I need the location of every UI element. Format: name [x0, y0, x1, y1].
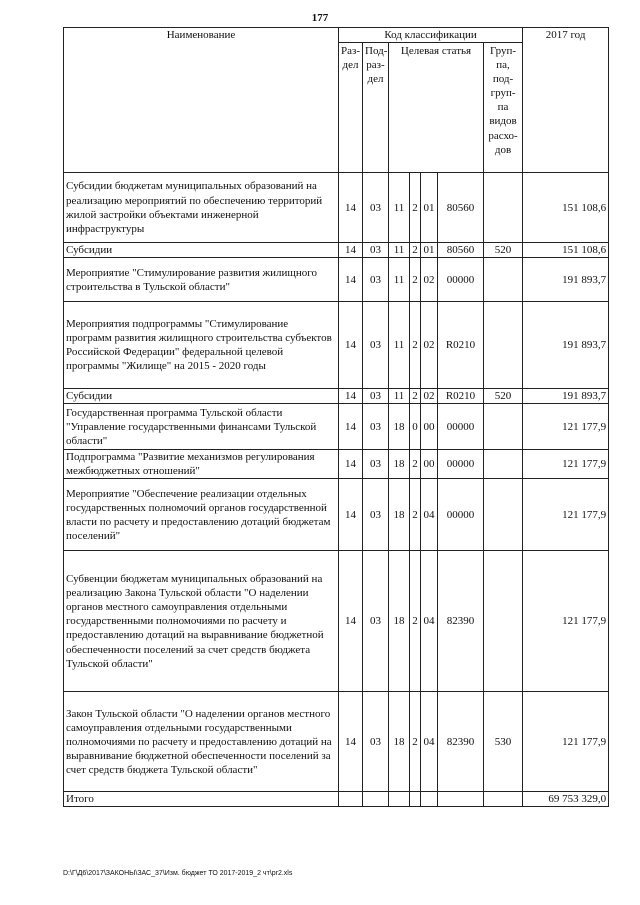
- row-name: Субсидии бюджетам муниципальных образований на реализацию мероприятий по обеспечению территорий жилой застройки объектами инженерной инфраструктуры: [64, 173, 339, 243]
- row-amount: 191 893,7: [523, 258, 609, 302]
- row-target-event: 01: [421, 173, 438, 243]
- row-expense-group: [484, 173, 523, 243]
- row-target-program: 11: [389, 173, 410, 243]
- row-subsection: 03: [363, 450, 389, 479]
- row-name: Мероприятие "Обеспечение реализации отдельных государственных полномочий органов государственной власти по расчету и предоставлению дотаций бюджетам поселений": [64, 479, 339, 551]
- row-target-program: 18: [389, 479, 410, 551]
- row-target-direction: 80560: [438, 173, 484, 243]
- row-subsection: 03: [363, 258, 389, 302]
- budget-table: [63, 27, 609, 807]
- row-subsection: 03: [363, 404, 389, 450]
- cell-empty: [421, 792, 438, 807]
- row-target-subprogram: 2: [410, 173, 421, 243]
- table-row: [64, 450, 609, 479]
- table-row: [64, 302, 609, 389]
- cell-empty: [484, 792, 523, 807]
- row-target-program: 18: [389, 551, 410, 692]
- row-subsection: 03: [363, 173, 389, 243]
- row-section: 14: [339, 551, 363, 692]
- row-subsection: 03: [363, 389, 389, 404]
- header-subsection: Под- раз- дел: [363, 43, 389, 173]
- row-target-program: 11: [389, 243, 410, 258]
- row-target-direction: R0210: [438, 389, 484, 404]
- header-target-article: Целевая статья: [389, 43, 484, 173]
- cell-empty: [438, 792, 484, 807]
- header-year: 2017 год: [523, 28, 609, 173]
- row-section: 14: [339, 258, 363, 302]
- row-target-program: 18: [389, 692, 410, 792]
- table-row: [64, 243, 609, 258]
- row-target-subprogram: 2: [410, 551, 421, 692]
- row-target-program: 18: [389, 450, 410, 479]
- row-target-subprogram: 2: [410, 450, 421, 479]
- row-amount: 191 893,7: [523, 389, 609, 404]
- row-amount: 121 177,9: [523, 479, 609, 551]
- row-expense-group: [484, 404, 523, 450]
- header-classification-code: Код классификации: [339, 28, 523, 43]
- row-name: Государственная программа Тульской области "Управление государственными финансами Тульской области": [64, 404, 339, 450]
- row-target-program: 11: [389, 302, 410, 389]
- row-expense-group: [484, 479, 523, 551]
- row-target-subprogram: 2: [410, 692, 421, 792]
- row-target-event: 00: [421, 404, 438, 450]
- row-target-event: 04: [421, 551, 438, 692]
- row-target-event: 00: [421, 450, 438, 479]
- footer-file-path: D:\Г\Д6\2017\ЗАКОНЫ\ЗАС_37\Изм. бюджет ТО 2017-2019_2 чт\pr2.xls: [63, 870, 293, 877]
- row-amount: 151 108,6: [523, 243, 609, 258]
- row-target-direction: 82390: [438, 551, 484, 692]
- row-name: Субсидии: [64, 389, 339, 404]
- row-target-event: 04: [421, 692, 438, 792]
- header-name: Наименование: [64, 28, 339, 173]
- row-section: 14: [339, 450, 363, 479]
- row-name: Мероприятия подпрограммы "Стимулирование программ развития жилищного строительства субъектов Российской Федерации" федеральной целевой программы "Жилище" на 2015 - 2020 годы: [64, 302, 339, 389]
- table-row: [64, 692, 609, 792]
- table-row: [64, 479, 609, 551]
- row-target-direction: 00000: [438, 258, 484, 302]
- row-target-program: 18: [389, 404, 410, 450]
- cell-empty: [410, 792, 421, 807]
- row-section: 14: [339, 404, 363, 450]
- row-target-program: 11: [389, 258, 410, 302]
- row-target-subprogram: 2: [410, 258, 421, 302]
- table-row: [64, 389, 609, 404]
- row-subsection: 03: [363, 243, 389, 258]
- header-section: Раз- дел: [339, 43, 363, 173]
- total-row: [64, 792, 609, 807]
- row-subsection: 03: [363, 479, 389, 551]
- row-target-event: 04: [421, 479, 438, 551]
- row-target-program: 11: [389, 389, 410, 404]
- row-expense-group: [484, 258, 523, 302]
- row-expense-group: [484, 450, 523, 479]
- row-target-direction: 00000: [438, 479, 484, 551]
- row-name: Мероприятие "Стимулирование развития жилищного строительства в Тульской области": [64, 258, 339, 302]
- row-expense-group: 520: [484, 243, 523, 258]
- row-target-event: 01: [421, 243, 438, 258]
- row-target-direction: 00000: [438, 450, 484, 479]
- cell-empty: [389, 792, 410, 807]
- row-amount: 121 177,9: [523, 692, 609, 792]
- total-label: Итого: [64, 792, 339, 807]
- row-amount: 121 177,9: [523, 450, 609, 479]
- row-name: Закон Тульской области "О наделении органов местного самоуправления отдельными государственными полномочиями по расчету и предоставлению дотаций на выравнивание бюджетной обеспеченности поселений за счет средств бюджета Тульской области": [64, 692, 339, 792]
- row-subsection: 03: [363, 692, 389, 792]
- page-number: 177: [311, 12, 329, 24]
- row-amount: 151 108,6: [523, 173, 609, 243]
- table-body: [64, 173, 609, 792]
- row-target-event: 02: [421, 258, 438, 302]
- table-row: [64, 173, 609, 243]
- row-amount: 121 177,9: [523, 551, 609, 692]
- total-amount: 69 753 329,0: [523, 792, 609, 807]
- cell-empty: [363, 792, 389, 807]
- cell-empty: [339, 792, 363, 807]
- row-expense-group: [484, 302, 523, 389]
- row-section: 14: [339, 479, 363, 551]
- row-target-subprogram: 2: [410, 302, 421, 389]
- row-section: 14: [339, 173, 363, 243]
- row-subsection: 03: [363, 302, 389, 389]
- row-target-direction: 80560: [438, 243, 484, 258]
- row-target-subprogram: 0: [410, 404, 421, 450]
- row-expense-group: 530: [484, 692, 523, 792]
- table-row: [64, 258, 609, 302]
- row-section: 14: [339, 302, 363, 389]
- row-target-event: 02: [421, 302, 438, 389]
- row-name: Субсидии: [64, 243, 339, 258]
- row-name: Субвенции бюджетам муниципальных образований на реализацию Закона Тульской области "О наделении органов местного самоуправления отдельными государственными полномочиями по расчету и предоставлению дотаций на выравнивание бюджетной обеспеченности поселений за счет средств бюджета Тульской области": [64, 551, 339, 692]
- row-target-direction: R0210: [438, 302, 484, 389]
- row-amount: 191 893,7: [523, 302, 609, 389]
- header-expense-group: Груп- па, под- груп- па видов расхо- дов: [484, 43, 523, 173]
- row-section: 14: [339, 692, 363, 792]
- row-target-direction: 82390: [438, 692, 484, 792]
- row-expense-group: 520: [484, 389, 523, 404]
- row-target-subprogram: 2: [410, 389, 421, 404]
- row-section: 14: [339, 243, 363, 258]
- row-target-event: 02: [421, 389, 438, 404]
- row-target-subprogram: 2: [410, 479, 421, 551]
- row-target-subprogram: 2: [410, 243, 421, 258]
- row-amount: 121 177,9: [523, 404, 609, 450]
- row-subsection: 03: [363, 551, 389, 692]
- row-section: 14: [339, 389, 363, 404]
- table-row: [64, 404, 609, 450]
- row-name: Подпрограмма "Развитие механизмов регулирования межбюджетных отношений": [64, 450, 339, 479]
- row-target-direction: 00000: [438, 404, 484, 450]
- table-row: [64, 551, 609, 692]
- row-expense-group: [484, 551, 523, 692]
